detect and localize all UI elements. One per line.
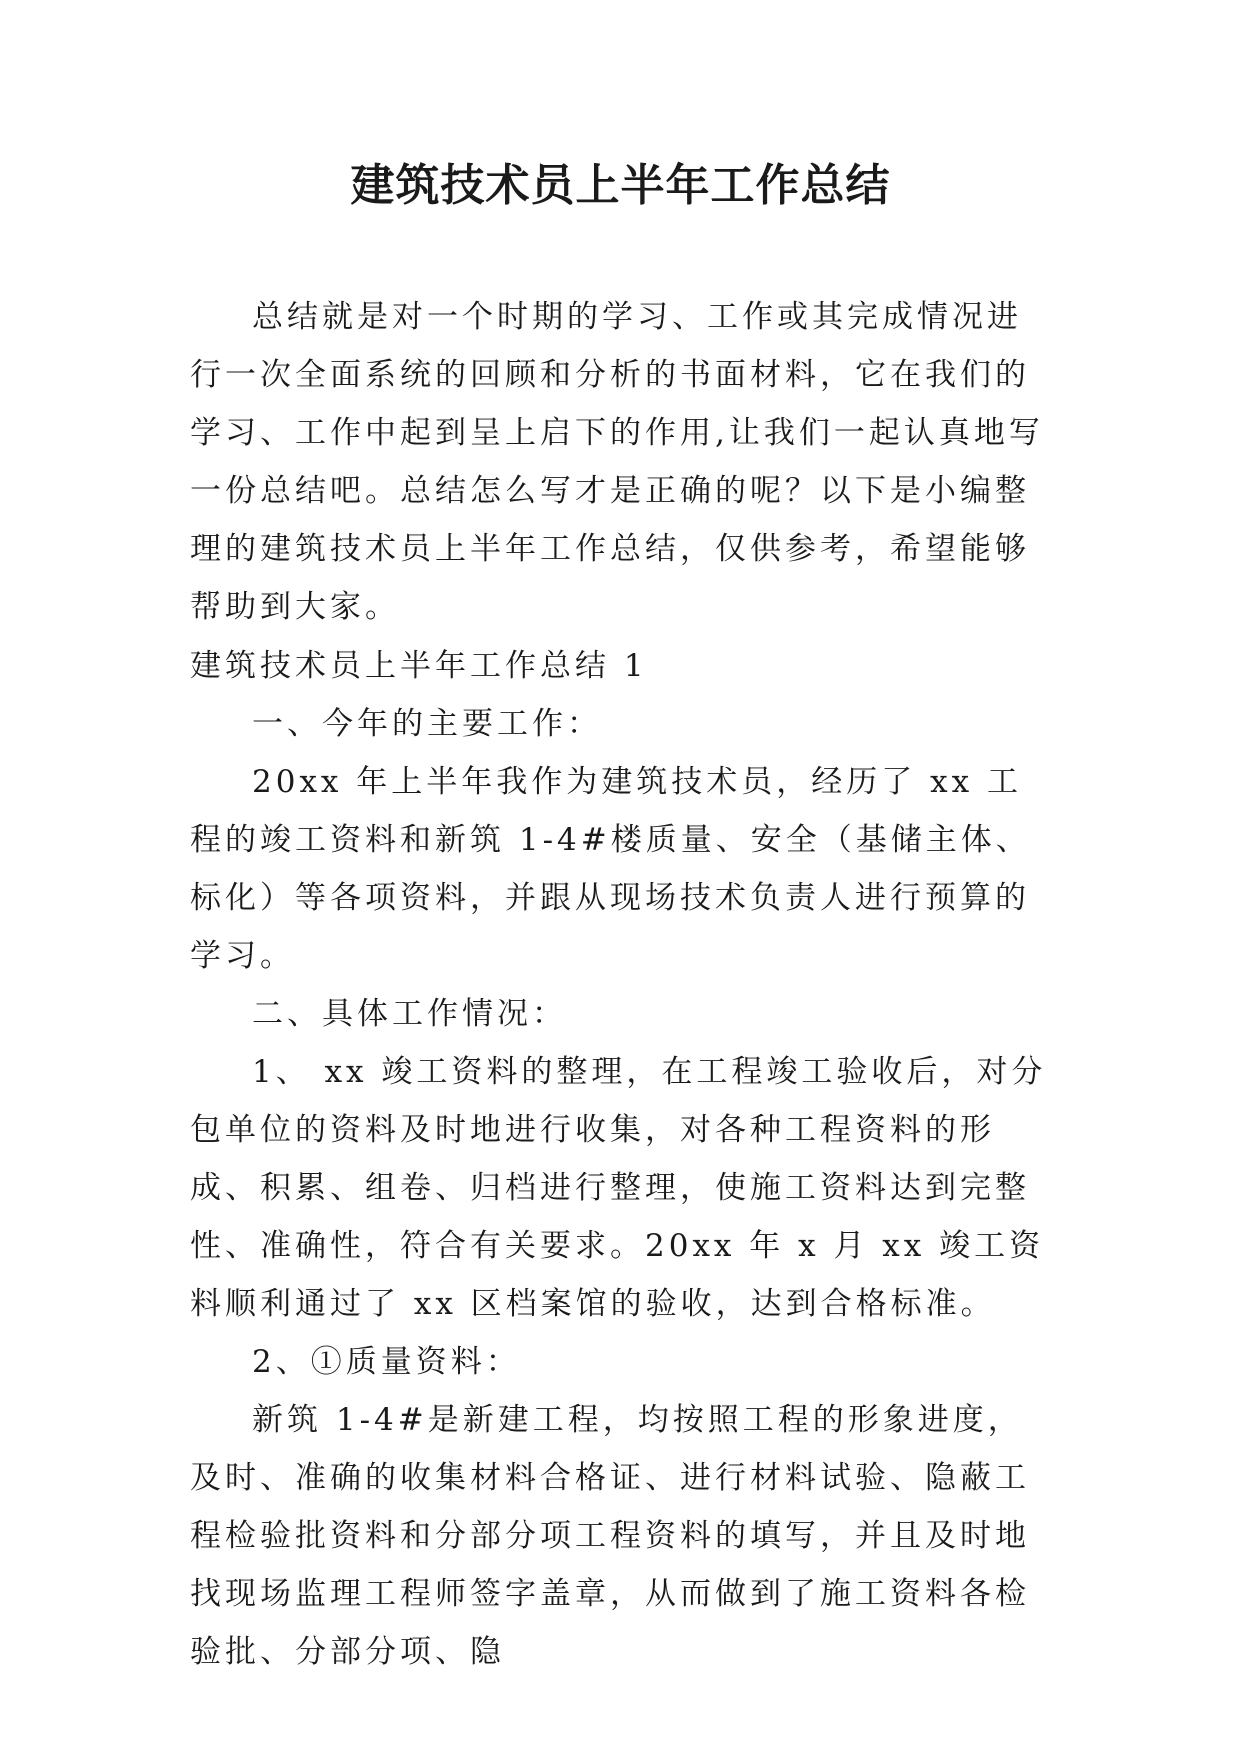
main-content <box>190 637 1050 1681</box>
heading-quality-docs: 2、①质量资料： <box>252 1344 521 1380</box>
heading-work-details: 二、具体工作情况： <box>252 996 567 1032</box>
paragraph-quality-docs: 新筑 1-4#是新建工程，均按照工程的形象进度，及时、准确的收集材料合格证、进行材料试验、隐蔽工程检验批资料和分部分项工程资料的填写，并且及时地找现场监理工程师签字盖章，从而做到了施工资料各检验批、分部分项、隐 <box>190 1402 1030 1670</box>
intro-paragraph: 总结就是对一个时期的学习、工作或其完成情况进行一次全面系统的回顾和分析的书面材料，它在我们的学习、工作中起到呈上启下的作用,让我们一起认真地写一份总结吧。总结怎么写才是正确的呢？以下是小编整理的建筑技术员上半年工作总结，仅供参考，希望能够帮助到大家。 <box>190 299 1044 625</box>
paragraph-main-work: 20xx 年上半年我作为建筑技术员，经历了 xx 工程的竣工资料和新筑 1-4#楼质量、安全（基储主体、标化）等各项资料，并跟从现场技术负责人进行预算的学习。 <box>190 764 1031 974</box>
heading-main-work: 一、今年的主要工作： <box>252 706 602 742</box>
document-title: 建筑技术员上半年工作总结 <box>350 160 891 211</box>
intro-block <box>190 288 1050 636</box>
paragraph-completion-docs: 1、 xx 竣工资料的整理，在工程竣工验收后，对分包单位的资料及时地进行收集，对各种工程资料的形成、积累、组卷、归档进行整理，使施工资料达到完整性、准确性，符合有关要求。20xx 年 x 月 xx 竣工资料顺利通过了 xx 区档案馆的验收，达到合格标准。 <box>190 1054 1047 1322</box>
section-title: 建筑技术员上半年工作总结 1 <box>190 648 648 684</box>
